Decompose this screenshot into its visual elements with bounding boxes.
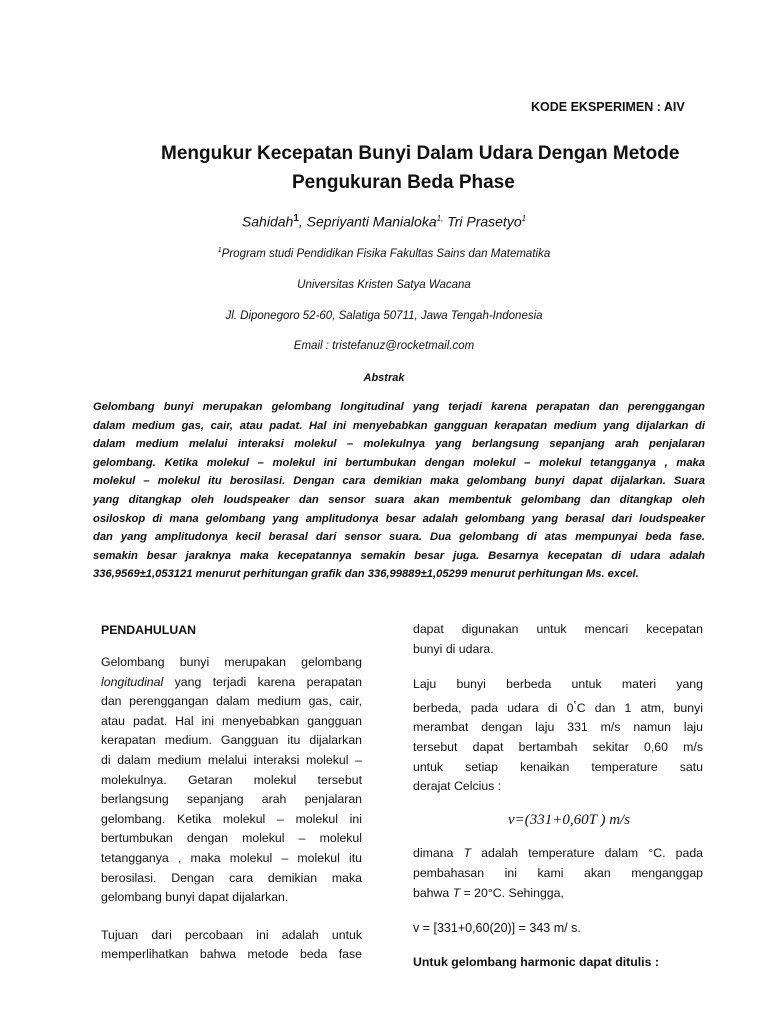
degree-sup: °: [573, 699, 577, 709]
text-line: dapat digunakan untuk mencari kecepatan: [413, 622, 703, 636]
text-line: tetangganya , maka molekul – molekul itu: [101, 850, 362, 865]
right-column: [413, 620, 703, 972]
velocity-calculation: v = [331+0,60(20)] = 343 m/ s.: [413, 921, 581, 936]
left-column: [101, 653, 362, 965]
section-heading-pendahuluan: PENDAHULUAN: [101, 623, 196, 637]
text-line: atau padat. Hal ini menyebabkan gangguan: [101, 713, 362, 728]
text-segment: yang terjadi karena perapatan: [163, 674, 362, 689]
program-text: Program studi Pendidikan Fisika Fakultas Sains dan Matematika: [221, 247, 551, 260]
text-line: untuk setiap kenaikan temperature satu: [413, 759, 703, 774]
affiliation-program: [0, 247, 768, 260]
velocity-formula: v=(331+0,60T ) m/s: [508, 811, 631, 828]
text-line: Tujuan dari percobaan ini adalah untuk: [101, 927, 362, 942]
text-line: [413, 884, 703, 904]
text-segment: C dan 1 atm, bunyi: [576, 700, 703, 715]
abstract-line: semakin besar jaraknya maka kecepatannya semakin besar juga. Besarnya kecepatan di udara adalah: [93, 549, 705, 562]
text-line: bunyi di udara.: [413, 641, 494, 656]
text-line: molekulnya. Getaran molekul tersebut: [101, 772, 362, 787]
abstract-body: [93, 398, 705, 584]
text-segment: berbeda, pada udara di 0: [413, 700, 574, 715]
text-line: bertumbukan dengan molekul – molekul: [101, 831, 362, 846]
abstract-line: osiloskop di mana gelombang yang amplitudonya besar adalah gelombang yang berasal dari loudspeaker: [93, 512, 705, 525]
abstract-line: yang ditangkap oleh loudspeaker dan sensor suara akan membentuk gelombang dan ditangkap oleh: [93, 493, 705, 506]
text-line: [413, 695, 703, 719]
text-segment: adalah temperature dalam °C. pada: [471, 846, 704, 861]
email: Email : tristefanuz@rocketmail.com: [293, 340, 475, 352]
text-segment: = 20°C. Sehingga,: [460, 885, 564, 900]
text-line: derajat Celcius :: [413, 779, 502, 794]
italic-term: longitudinal: [101, 674, 164, 689]
author-sup: 1: [293, 213, 299, 224]
text-line: [413, 844, 703, 864]
variable-t: T: [452, 885, 461, 900]
text-line: merambat dengan laju 331 m/s namun laju: [413, 720, 703, 735]
abstract-line: Gelombang bunyi merupakan gelombang longitudinal yang terjadi karena perapatan dan perenggangan: [93, 401, 705, 413]
harmonic-wave-text: Untuk gelombang harmonic dapat ditulis :: [413, 954, 659, 969]
variable-t: T: [463, 846, 471, 861]
text-line: di dalam medium melalui interaksi molekul –: [101, 752, 362, 767]
text-line: tersebut dapat bertambah sekitar 0,60 m/s: [413, 740, 703, 755]
address: Jl. Diponegoro 52-60, Salatiga 50711, Jawa Tengah-Indonesia: [225, 310, 543, 322]
abstract-line: dalam medium melalui interaksi molekul – molekulnya yang berlangsung sepanjang arah penjalaran: [93, 438, 705, 451]
affiliation-sup: 1: [217, 247, 222, 254]
text-line: berosilasi. Dengan cara demikian maka: [101, 870, 362, 885]
text-line: memperlihatkan bahwa metode beda fase: [101, 947, 362, 962]
text-line: gelombang. Ketika molekul – molekul ini: [101, 811, 362, 826]
text-line: Laju bunyi berbeda untuk materi yang: [413, 677, 703, 692]
abstract-line: dalam medium gas, cair, atau padat. Hal ini menyebabkan gangguan kerapatan medium yang dijalarkan di: [93, 419, 705, 432]
text-line: kerapatan medium. Gangguan itu dijalarkan: [101, 733, 362, 748]
text-segment: dimana: [413, 846, 464, 861]
abstract-heading: Abstrak: [363, 372, 405, 384]
abstract-line: molekul – molekul itu berosilasi. Dengan cara demikian maka gelombang bunyi dapat dijalarkan. Suara: [93, 475, 705, 488]
title-line-2: Pengukuran Beda Phase: [292, 172, 515, 193]
text-line: pembahasan ini kami akan menganggap: [413, 866, 703, 881]
author-sup: 1: [521, 214, 527, 223]
author-sup: 1,: [436, 214, 444, 223]
author-name: Tri Prasetyo: [443, 213, 522, 230]
title-line-1: Mengukur Kecepatan Bunyi Dalam Udara Dengan Metode: [161, 143, 680, 164]
abstract-line: gelombang. Ketika molekul – molekul ini bertumbukan dengan molekul – molekul tetangganya , maka: [93, 456, 705, 469]
author-name: , Sepriyanti Manialoka: [298, 213, 437, 230]
text-segment: bahwa: [413, 885, 453, 900]
text-line: dan perenggangan dalam medium gas, cair,: [101, 694, 362, 709]
text-line: gelombang bunyi dapat dijalarkan.: [101, 890, 289, 905]
abstract-line: dan yang amplitudonya kecil berasal dari sensor suara. Dua gelombang di atas mempunyai beda fase.: [93, 531, 705, 544]
experiment-code: KODE EKSPERIMEN : AIV: [531, 100, 685, 114]
university: Universitas Kristen Satya Wacana: [297, 279, 471, 291]
author-name: Sahidah: [241, 213, 294, 230]
text-line: Gelombang bunyi merupakan gelombang: [101, 655, 362, 669]
text-line: [101, 673, 362, 693]
text-line: berlangsung sepanjang arah penjalaran: [101, 792, 362, 807]
abstract-line: 336,9569±1,053121 menurut perhitungan grafik dan 336,99889±1,05299 menurut perhitungan Ms. excel.: [93, 568, 639, 581]
authors: [0, 213, 768, 230]
